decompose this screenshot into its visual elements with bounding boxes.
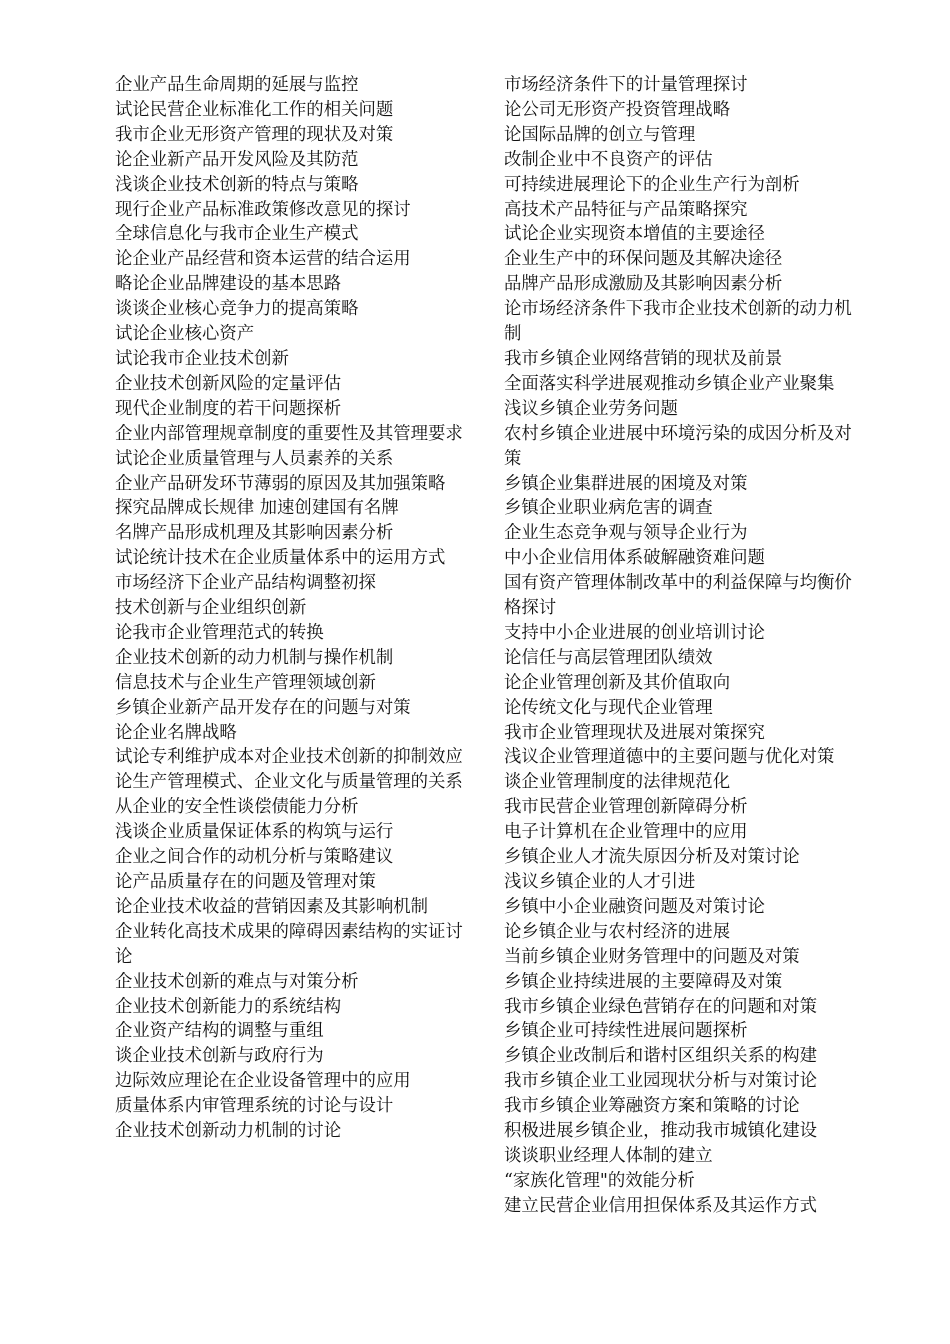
topic-item: 当前乡镇企业财务管理中的问题及对策 xyxy=(504,946,800,967)
topic-item: 企业资产结构的调整与重组 xyxy=(115,1021,324,1042)
topic-item: 企业之间合作的动机分析与策略建议 xyxy=(115,847,394,868)
topic-item: 浅谈企业技术创新的特点与策略 xyxy=(115,174,359,195)
topic-item: 企业技术创新的动力机制与操作机制 xyxy=(115,647,394,668)
topic-item: 企业技术创新动力机制的讨论 xyxy=(115,1121,342,1142)
topic-item: 论公司无形资产投资管理战略 xyxy=(504,99,731,120)
topic-item: 支持中小企业进展的创业培训讨论 xyxy=(504,622,765,643)
topic-item: 论我市企业管理范式的转换 xyxy=(115,622,324,643)
topic-item: 试论专利维护成本对企业技术创新的抑制效应 xyxy=(115,747,463,768)
topic-item: 电子计算机在企业管理中的应用 xyxy=(504,822,748,843)
topic-item: 论信任与高层管理团队绩效 xyxy=(504,647,713,668)
topic-item: 浅议乡镇企业的人才引进 xyxy=(504,872,696,892)
topic-item: 试论企业实现资本增值的主要途径 xyxy=(504,224,765,245)
topic-item: 探究品牌成长规律 加速创建国有名牌 xyxy=(115,498,399,519)
topic-item: 高技术产品特征与产品策略探究 xyxy=(504,199,748,220)
topic-item: 企业生产中的环保问题及其解决途径 xyxy=(504,249,783,270)
topic-item: 论市场经济条件下我市企业技术创新的动力机制 xyxy=(504,299,852,345)
topic-item: 我市民营企业管理创新障碍分析 xyxy=(504,797,748,818)
topic-item: 我市乡镇企业绿色营销存在的问题和对策 xyxy=(504,996,818,1017)
topic-item: 谈谈职业经理人体制的建立 xyxy=(504,1145,713,1166)
topic-item: 乡镇企业新产品开发存在的问题与对策 xyxy=(115,697,411,718)
topic-item: 试论企业核心资产 xyxy=(115,324,255,345)
topic-item: 我市乡镇企业网络营销的现状及前景 xyxy=(504,348,783,369)
left-topic-column xyxy=(115,73,475,1144)
topic-item: 我市乡镇企业工业园现状分析与对策讨论 xyxy=(504,1071,818,1092)
topic-item: 我市企业管理现状及进展对策探究 xyxy=(504,722,765,743)
topic-item: 乡镇企业人才流失原因分析及对策讨论 xyxy=(504,847,800,868)
topic-item: 可持续进展理论下的企业生产行为剖析 xyxy=(504,174,800,195)
topic-item: 企业技术创新的难点与对策分析 xyxy=(115,971,359,992)
topic-item: 品牌产品形成激励及其影响因素分析 xyxy=(504,274,783,295)
topic-item: 论企业名牌战略 xyxy=(115,722,237,743)
topic-item: 现代企业制度的若干问题探析 xyxy=(115,398,342,419)
topic-item: 从企业的安全性谈偿债能力分析 xyxy=(115,797,359,818)
topic-item: 试论企业质量管理与人员素养的关系 xyxy=(115,448,394,469)
topic-item: 乡镇中小企业融资问题及对策讨论 xyxy=(504,896,765,917)
topic-item: 技术创新与企业组织创新 xyxy=(115,598,307,619)
topic-item: 乡镇企业可持续性进展问题探析 xyxy=(504,1021,748,1042)
topic-item: 市场经济下企业产品结构调整初探 xyxy=(115,573,376,594)
topic-item: 浅谈企业质量保证体系的构筑与运行 xyxy=(115,822,394,843)
topic-item: 谈企业管理制度的法律规范化 xyxy=(504,772,731,793)
topic-item: 论企业技术收益的营销因素及其影响机制 xyxy=(115,896,429,917)
topic-item: 我市乡镇企业筹融资方案和策略的讨论 xyxy=(504,1096,800,1117)
topic-item: 建立民营企业信用担保体系及其运作方式 xyxy=(504,1195,818,1216)
topic-item: 农村乡镇企业进展中环境污染的成因分析及对策 xyxy=(504,423,852,469)
topic-item: 论企业新产品开发风险及其防范 xyxy=(115,149,359,170)
topic-item: 浅议乡镇企业劳务问题 xyxy=(504,398,678,419)
topic-item: 全面落实科学进展观推动乡镇企业产业聚集 xyxy=(504,373,835,394)
topic-item: 市场经济条件下的计量管理探讨 xyxy=(504,75,748,95)
topic-item: 谈谈企业核心竞争力的提高策略 xyxy=(115,299,359,320)
topic-item: 国有资产管理体制改革中的利益保障与均衡价格探讨 xyxy=(504,573,852,619)
topic-item: 乡镇企业职业病危害的调查 xyxy=(504,498,713,519)
topic-item: 试论统计技术在企业质量体系中的运用方式 xyxy=(115,548,446,569)
topic-item: 浅议企业管理道德中的主要问题与优化对策 xyxy=(504,747,835,768)
topic-item: 论传统文化与现代企业管理 xyxy=(504,697,713,718)
right-topic-list xyxy=(504,73,864,1219)
topic-item: 论生产管理模式、企业文化与质量管理的关系 xyxy=(115,772,463,793)
topic-item: 边际效应理论在企业设备管理中的应用 xyxy=(115,1071,411,1092)
right-topic-column xyxy=(504,73,864,1219)
topic-item: 信息技术与企业生产管理领域创新 xyxy=(115,672,376,693)
topic-item: 略论企业品牌建设的基本思路 xyxy=(115,274,342,295)
topic-item: 企业产品生命周期的延展与监控 xyxy=(115,75,359,95)
topic-item: 我市企业无形资产管理的现状及对策 xyxy=(115,124,394,145)
topic-item: 中小企业信用体系破解融资难问题 xyxy=(504,548,765,569)
topic-item: 试论我市企业技术创新 xyxy=(115,348,289,369)
topic-item: 改制企业中不良资产的评估 xyxy=(504,149,713,170)
topic-item: 全球信息化与我市企业生产模式 xyxy=(115,224,359,245)
topic-item: 论乡镇企业与农村经济的进展 xyxy=(504,921,731,942)
topic-item: “家族化管理"的效能分析 xyxy=(504,1170,695,1191)
topic-item: 论企业管理创新及其价值取向 xyxy=(504,672,731,693)
topic-item: 论产品质量存在的问题及管理对策 xyxy=(115,872,376,892)
left-topic-list xyxy=(115,73,475,1144)
topic-item: 企业生态竞争观与领导企业行为 xyxy=(504,523,748,544)
topic-item: 企业技术创新能力的系统结构 xyxy=(115,996,342,1017)
topic-item: 乡镇企业持续进展的主要障碍及对策 xyxy=(504,971,783,992)
topic-item: 企业转化高技术成果的障碍因素结构的实证讨论 xyxy=(115,921,463,967)
topic-item: 质量体系内审管理系统的讨论与设计 xyxy=(115,1096,394,1117)
topic-item: 积极进展乡镇企业，推动我市城镇化建设 xyxy=(504,1121,818,1142)
topic-item: 论企业产品经营和资本运营的结合运用 xyxy=(115,249,411,270)
topic-item: 乡镇企业改制后和谐村区组织关系的构建 xyxy=(504,1046,818,1067)
topic-item: 论国际品牌的创立与管理 xyxy=(504,124,696,145)
topic-item: 谈企业技术创新与政府行为 xyxy=(115,1046,324,1067)
topic-item: 企业内部管理规章制度的重要性及其管理要求 xyxy=(115,423,463,444)
topic-item: 企业技术创新风险的定量评估 xyxy=(115,373,342,394)
topic-item: 企业产品研发环节薄弱的原因及其加强策略 xyxy=(115,473,446,494)
topic-item: 试论民营企业标准化工作的相关问题 xyxy=(115,99,394,120)
topic-item: 名牌产品形成机理及其影响因素分析 xyxy=(115,523,394,544)
topic-item: 乡镇企业集群进展的困境及对策 xyxy=(504,473,748,494)
topic-item: 现行企业产品标准政策修改意见的探讨 xyxy=(115,199,411,220)
